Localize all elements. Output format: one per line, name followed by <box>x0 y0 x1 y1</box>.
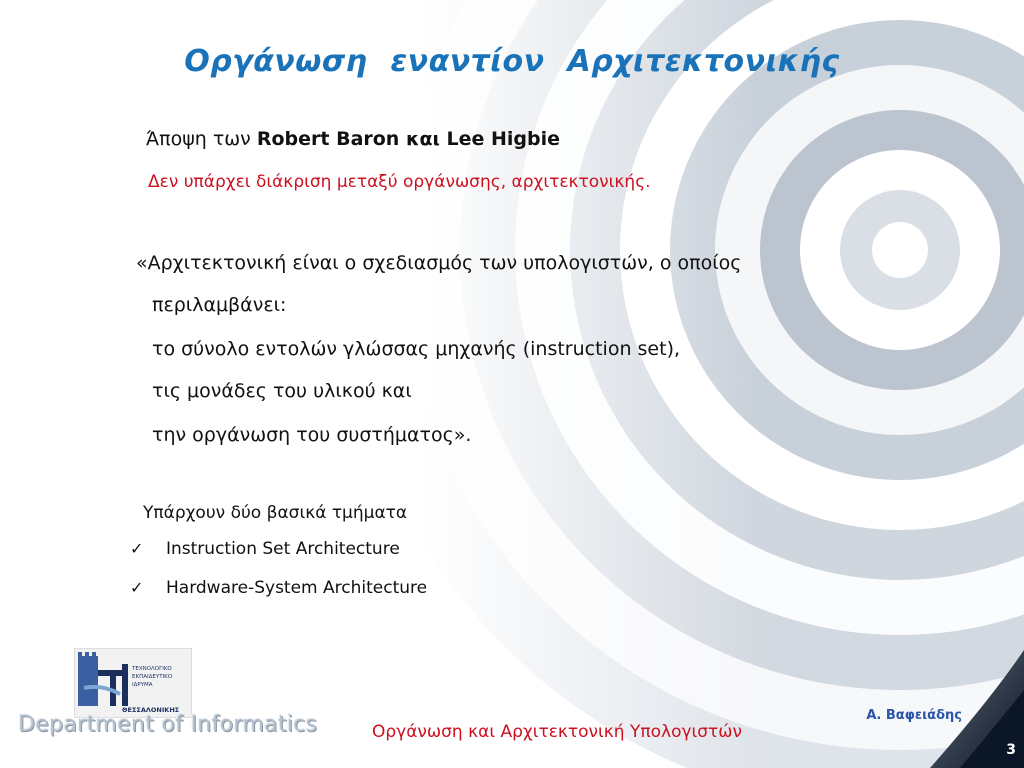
logo-text: ΤΕΧΝΟΛΟΓΙΚΟ <box>132 666 172 672</box>
bullet-item <box>130 539 400 559</box>
quote-line: το σύνολο εντολών γλώσσας μηχανής (instruction set), <box>152 338 681 360</box>
quote-line: την οργάνωση του συστήματος». <box>152 424 472 446</box>
department-wordmark: Department of Informatics <box>18 712 318 737</box>
page-number: 3 <box>1006 742 1016 758</box>
slide-title: Οργάνωση εναντίον Αρχιτεκτονικής <box>184 44 840 79</box>
quote-line: «Αρχιτεκτονική είναι ο σχεδιασμός των υπολογιστών, ο οποίος <box>136 252 742 274</box>
viewpoint-prefix: Άποψη των <box>146 128 257 150</box>
footer-course-title: Οργάνωση και Αρχιτεκτονική Υπολογιστών <box>371 722 743 742</box>
quote-line: περιλαμβάνει: <box>152 294 287 316</box>
logo-text: ΕΚΠΑΙΔΕΥΤΙΚΟ <box>132 674 173 680</box>
bullet-label: Hardware-System Architecture <box>166 578 428 598</box>
checkmark-icon: ✓ <box>130 578 144 597</box>
bullet-label: Instruction Set Architecture <box>166 539 400 559</box>
viewpoint-line <box>146 128 560 150</box>
no-distinction-note: Δεν υπάρχει διάκριση μεταξύ οργάνωσης, αρχιτεκτονικής. <box>148 172 651 192</box>
author-name: Α. Βαφειάδης <box>866 708 962 723</box>
logo-text: ΘΕΣΣΑΛΟΝΙΚΗΣ <box>122 706 180 714</box>
tei-thessaloniki-logo <box>74 648 192 718</box>
viewpoint-names: Robert Baron και Lee Higbie <box>256 128 561 150</box>
bullet-item <box>130 578 427 598</box>
quote-line: τις μονάδες του υλικού και <box>152 380 412 402</box>
logo-text: ΙΔΡΥΜΑ <box>132 682 153 688</box>
parts-intro: Υπάρχουν δύο βασικά τμήματα <box>143 503 408 523</box>
checkmark-icon: ✓ <box>130 539 144 558</box>
